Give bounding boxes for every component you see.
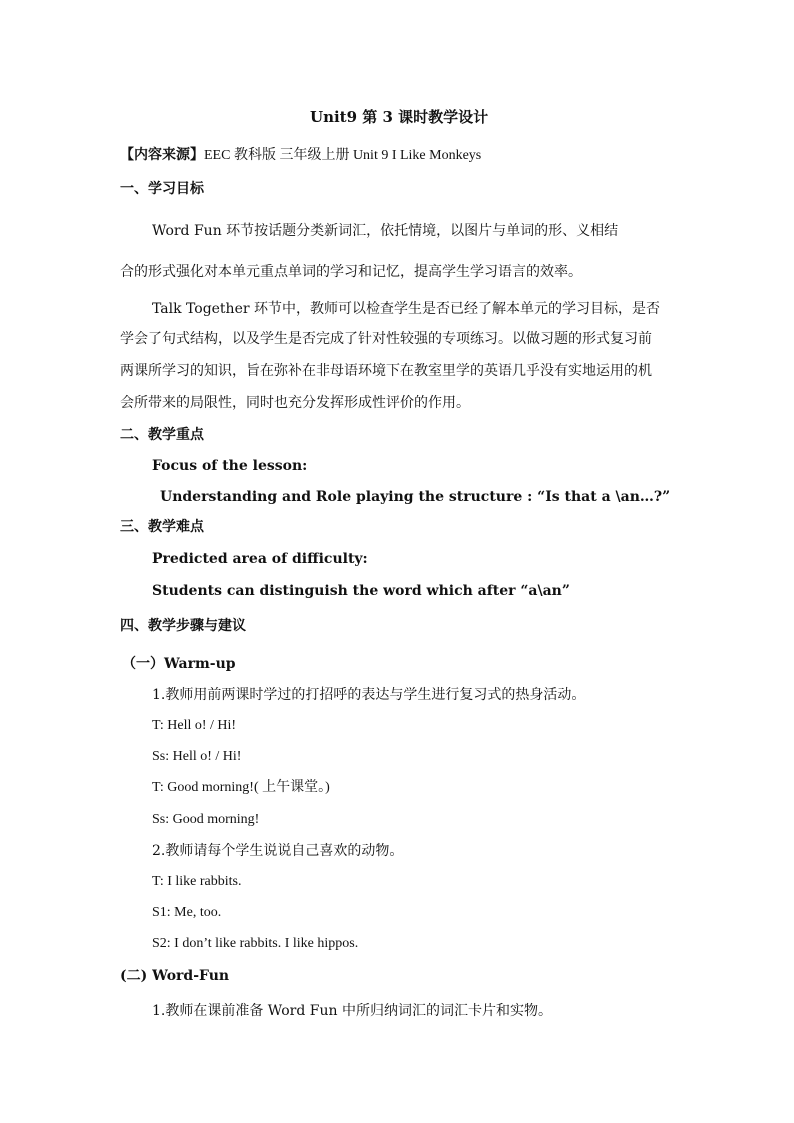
dialogue-line: T: I like rabbits. [152, 874, 242, 889]
warmup-step1: 1.教师用前两课时学过的打招呼的表达与学生进行复习式的热身活动。 [152, 687, 586, 703]
dialogue-line: S1: Me, too. [152, 905, 222, 920]
dialogue-line: S2: I don’t like rabbits. I like hippos. [152, 936, 359, 951]
warmup-heading: （一）Warm-up [122, 656, 236, 672]
section2-heading: 二、教学重点 [120, 427, 204, 443]
content-source-label: 【内容来源】 [120, 147, 204, 163]
section1-p2-line2: 学会了句式结构，以及学生是否完成了针对性较强的专项练习。以做习题的形式复习前 [120, 331, 652, 347]
section1-p1-line1: Word Fun 环节按话题分类新词汇，依托情境，以图片与单词的形、义相结 [152, 223, 619, 239]
section3-heading: 三、教学难点 [120, 519, 204, 535]
wordfun-heading: (二) Word-Fun [120, 968, 230, 984]
wordfun-step1: 1.教师在课前准备 Word Fun 中所归纳词汇的词汇卡片和实物。 [152, 1003, 552, 1019]
content-source-text: EEC 教科版 三年级上册 Unit 9 I Like Monkeys [204, 148, 482, 163]
dialogue-line: Ss: Hell o! / Hi! [152, 749, 242, 764]
section1-p2-line4: 会所带来的局限性，同时也充分发挥形成性评价的作用。 [120, 395, 470, 411]
content-source-line [120, 146, 481, 165]
dialogue-line: T: Hell o! / Hi! [152, 718, 237, 733]
warmup-step2: 2.教师请每个学生说说自己喜欢的动物。 [152, 843, 404, 859]
focus-label: Focus of the lesson: [152, 458, 308, 474]
document-title: Unit9 第 3 课时教学设计 [310, 108, 489, 126]
section4-heading: 四、教学步骤与建议 [120, 618, 246, 634]
dialogue-line: T: Good morning!( 上午课堂。) [152, 780, 330, 795]
section1-p1-line2: 合的形式强化对本单元重点单词的学习和记忆，提高学生学习语言的效率。 [120, 264, 582, 280]
focus-text: Understanding and Role playing the structure : “Is that a \an…?” [160, 489, 671, 505]
difficulty-text: Students can distinguish the word which after “a\an” [152, 583, 570, 599]
section1-heading: 一、学习目标 [120, 181, 204, 197]
dialogue-line: Ss: Good morning! [152, 812, 260, 827]
difficulty-label: Predicted area of difficulty: [152, 551, 368, 567]
section1-p2-line1: Talk Together 环节中，教师可以检查学生是否已经了解本单元的学习目标，是否 [152, 301, 661, 317]
section1-p2-line3: 两课所学习的知识，旨在弥补在非母语环境下在教室里学的英语几乎没有实地运用的机 [120, 363, 652, 379]
